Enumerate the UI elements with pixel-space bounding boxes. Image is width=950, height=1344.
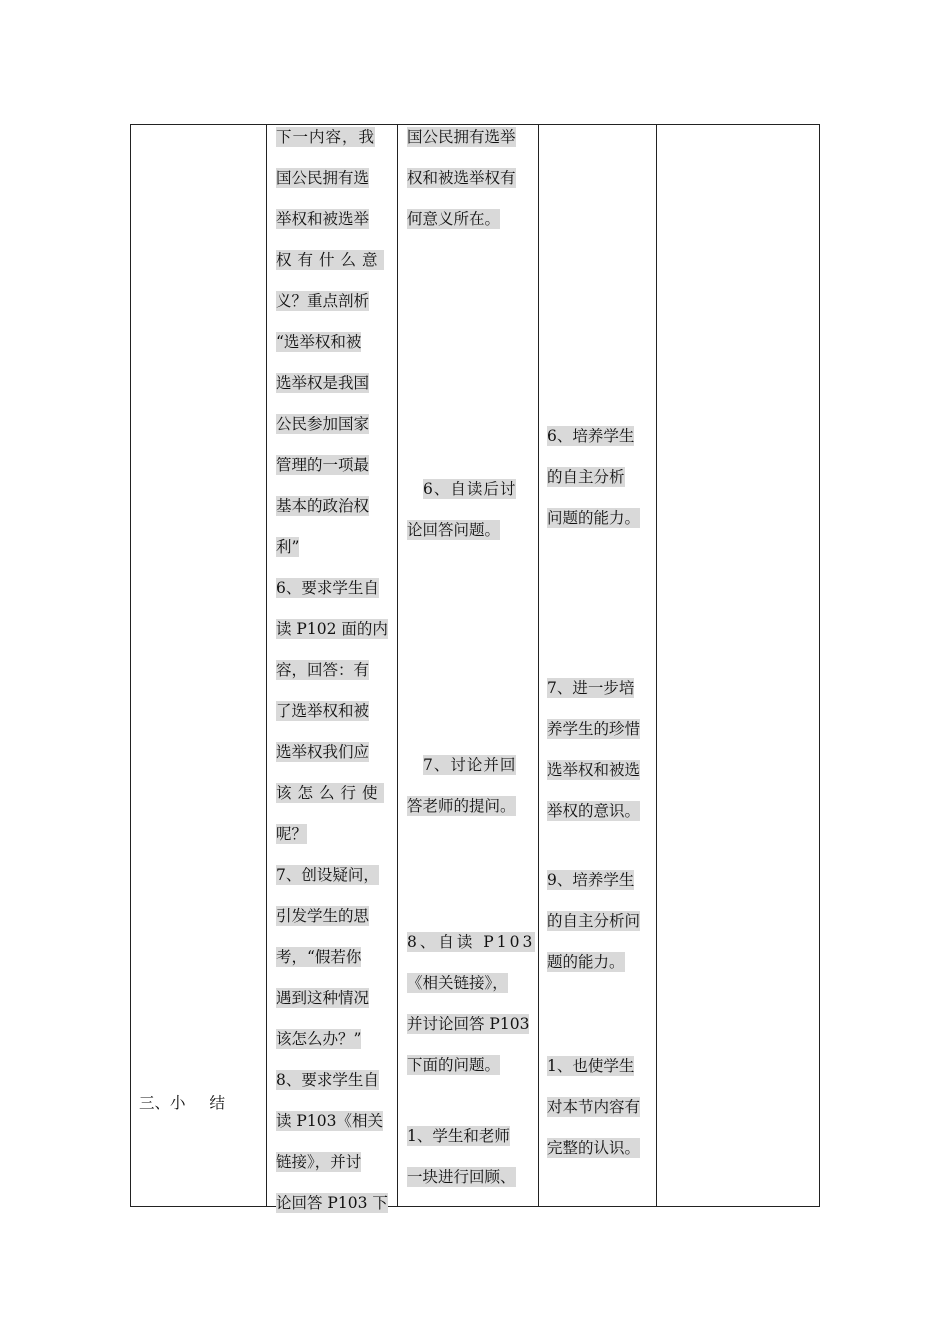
text-line: 1、也使学生 [547,1057,635,1075]
text-line: 举权的意识。 [547,802,641,820]
text-line: 权和被选举权有 [407,169,516,187]
text-line: 答老师的提问。 [407,797,516,815]
text-line: 的自主分析 [547,468,625,486]
column-divider [538,124,539,1207]
design-intent-6 [547,416,640,539]
text-line: 国公民拥有选 [276,169,370,187]
column-divider [266,124,267,1207]
text-line: 问题的能力。 [547,509,641,527]
teacher-activity-cell [276,117,388,1224]
section-label-part2: 结 [209,1094,226,1112]
student-activity-8 [407,922,535,1086]
text-line: 7、创设疑问， [276,866,379,884]
text-line: 容，回答：有 [276,661,370,679]
text-line: 何意义所在。 [407,210,501,228]
text-line: 基本的政治权 [276,497,370,515]
design-intent-1 [547,1046,640,1169]
text-line: 7、讨论并回 [423,756,517,774]
text-line: 该怎么行使 [276,784,384,802]
student-activity-6 [407,469,516,551]
text-line: 论回答 P103 下 [276,1194,388,1212]
design-intent-9 [547,860,640,983]
text-line: 6、培养学生 [547,427,635,445]
student-activity-top [407,117,516,240]
text-line: 《相关链接》， [407,974,508,992]
text-line: 7、进一步培 [547,679,635,697]
text-line: 一块进行回顾、 [407,1168,516,1186]
student-activity-7 [407,745,516,827]
text-line: 的自主分析问 [547,912,641,930]
text-line: 利” [276,538,300,556]
student-activity-1 [407,1116,516,1198]
text-line: 管理的一项最 [276,456,370,474]
column-divider [397,124,398,1207]
text-line: 了选举权和被 [276,702,370,720]
text-line: “选举权和被 [276,333,362,351]
column-divider [656,124,657,1207]
text-line: 9、培养学生 [547,871,635,889]
text-line: 遇到这种情况 [276,989,370,1007]
text-line: 8、自读 P103 [407,933,536,951]
text-line: 下面的问题。 [407,1056,501,1074]
text-line: 8、要求学生自 [276,1071,379,1089]
text-line: 下一内容，我 [276,128,376,146]
text-line: 该怎么办？” [276,1030,362,1048]
text-line: 读 P103《相关 [276,1112,383,1130]
text-line: 养学生的珍惜 [547,720,641,738]
text-line: 6、要求学生自 [276,579,379,597]
section-label [139,1088,225,1118]
text-line: 义？重点剖析 [276,292,370,310]
text-line: 题的能力。 [547,953,625,971]
text-line: 选举权是我国 [276,374,370,392]
design-intent-7 [547,668,640,832]
text-line: 国公民拥有选举 [407,128,516,146]
text-line: 考，“假若你 [276,948,362,966]
text-line: 引发学生的思 [276,907,370,925]
text-line: 选举权和被选 [547,761,641,779]
text-line: 1、学生和老师 [407,1127,510,1145]
text-line: 链接》，并讨 [276,1153,362,1171]
text-line: 完整的认识。 [547,1139,641,1157]
text-line: 公民参加国家 [276,415,370,433]
text-line: 6、自读后讨 [423,480,517,498]
text-line: 论回答问题。 [407,521,501,539]
text-line: 并讨论回答 P103 [407,1015,530,1033]
section-label-part1: 三、小 [139,1094,186,1112]
text-line: 选举权我们应 [276,743,370,761]
text-line: 对本节内容有 [547,1098,641,1116]
text-line: 读 P102 面的内 [276,620,388,638]
text-line: 呢？ [276,825,308,843]
text-line: 权有什么意 [276,251,384,269]
text-line: 举权和被选举 [276,210,370,228]
